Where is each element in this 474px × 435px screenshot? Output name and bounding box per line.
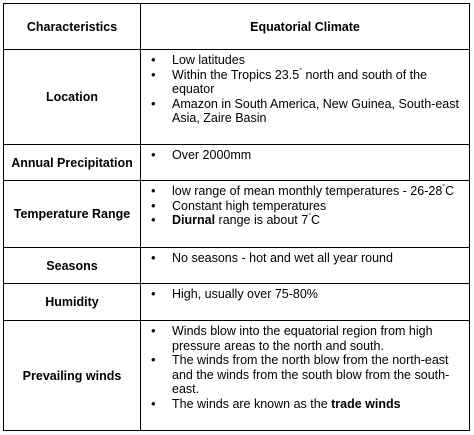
bullet-text: range is about 7: [215, 213, 309, 227]
degree-symbol: °: [308, 213, 311, 220]
bullet-item: [141, 148, 465, 163]
table-row: [4, 284, 470, 321]
row-label-seasons: Seasons: [4, 248, 141, 284]
bullet-text: Winds blow into the equatorial region from high pressure areas to the north and south.: [172, 324, 433, 353]
bullet-text: C: [311, 213, 321, 227]
bullet-item: [141, 213, 465, 228]
bullet-text: Amazon in South America, New Guinea, South-east Asia, Zaire Basin: [172, 96, 459, 125]
row-details-seasons: [141, 248, 470, 284]
bullet-item: [141, 324, 465, 353]
bullet-text: Low latitudes: [172, 53, 245, 67]
table-row: [4, 50, 470, 145]
row-details-annual-precipitation: [141, 145, 470, 181]
table-row: [4, 321, 470, 431]
bullet-text: north and south of the equator: [172, 67, 428, 96]
row-details-temperature-range: [141, 181, 470, 248]
bold-text: Diurnal: [172, 213, 216, 227]
bullet-item: [141, 68, 465, 97]
table-row: [4, 181, 470, 248]
bullet-item: [141, 397, 465, 412]
degree-symbol: °: [299, 67, 302, 75]
bullet-item: [141, 353, 465, 397]
degree-symbol: °: [442, 184, 446, 191]
row-details-location: [141, 50, 470, 145]
table-body: [4, 50, 470, 431]
bold-text: trade winds: [331, 396, 401, 411]
bullet-text: low range of mean monthly temperatures - 26-28: [172, 184, 443, 198]
bullet-text: High, usually over 75-80%: [172, 287, 318, 301]
row-label-humidity: Humidity: [4, 284, 141, 321]
bullet-list: [141, 324, 465, 411]
climate-table: [3, 3, 470, 431]
bullet-item: [141, 251, 465, 266]
table-row: [4, 145, 470, 181]
bullet-list: [141, 53, 465, 126]
bullet-item: [141, 53, 465, 68]
bullet-text: Over 2000mm: [172, 148, 252, 162]
bullet-text: The winds are known as the: [172, 396, 332, 411]
bullet-list: [141, 251, 465, 266]
table-row: [4, 248, 470, 284]
bullet-list: [141, 184, 465, 228]
bullet-text: The winds from the north blow from the north-east and the winds from the south blow from the south-east.: [172, 353, 450, 396]
row-label-annual-precipitation: Annual Precipitation: [4, 145, 141, 181]
row-label-prevailing-winds: Prevailing winds: [4, 321, 141, 431]
header-characteristics: Characteristics: [4, 4, 141, 50]
bullet-text: No seasons - hot and wet all year round: [172, 251, 393, 265]
header-row: [4, 4, 470, 50]
bullet-text: Within the Tropics 23.5: [172, 67, 300, 82]
bullet-text: Constant high temperatures: [172, 198, 327, 213]
bullet-item: [141, 287, 465, 302]
bullet-item: [141, 97, 465, 126]
bullet-item: [141, 199, 465, 214]
bullet-list: [141, 287, 465, 302]
bullet-item: [141, 184, 465, 199]
bullet-list: [141, 148, 465, 163]
row-details-prevailing-winds: [141, 321, 470, 431]
row-label-temperature-range: Temperature Range: [4, 181, 141, 248]
row-label-location: Location: [4, 50, 141, 145]
row-details-humidity: [141, 284, 470, 321]
bullet-text: C: [445, 184, 455, 198]
header-equatorial-climate: Equatorial Climate: [141, 4, 470, 50]
